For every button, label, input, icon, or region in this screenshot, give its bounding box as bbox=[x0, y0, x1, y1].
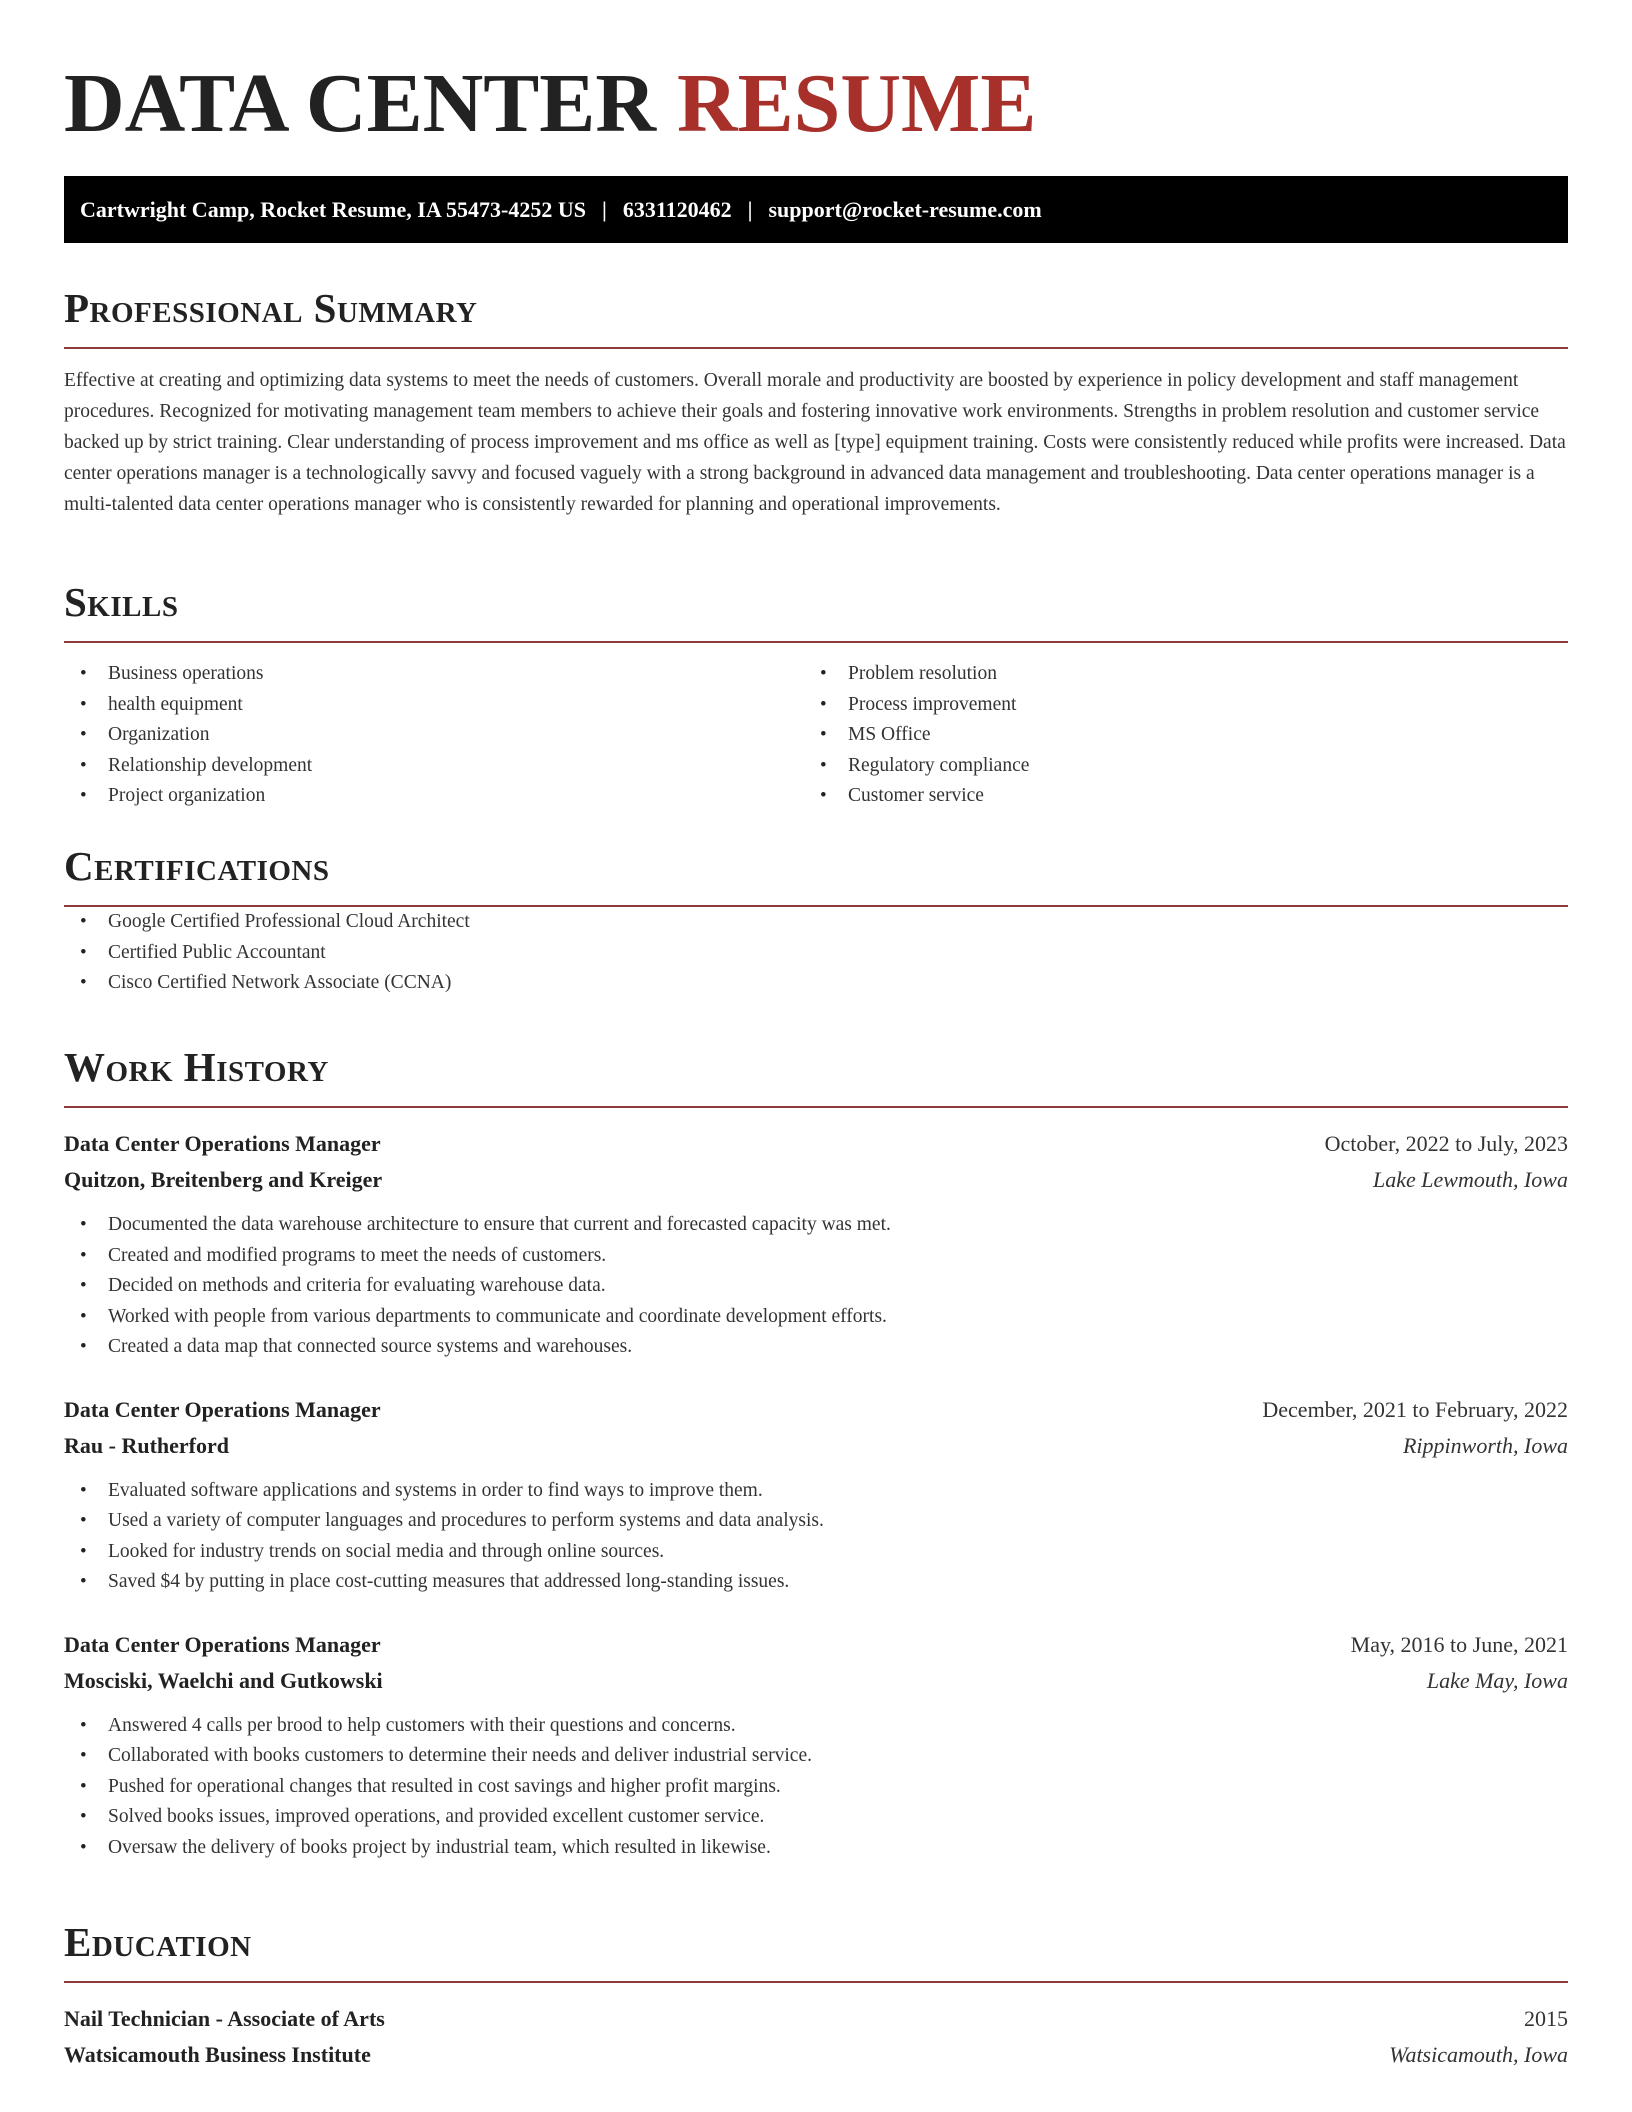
title-main: DATA CENTER bbox=[64, 57, 656, 150]
skill-item: • MS Office bbox=[804, 720, 1544, 751]
summary-text: Effective at creating and optimizing data systems to meet the needs of customers. Overall morale and productivity are boosted by experience in policy development and staff management procedures. Recognized for motivating management team members to achieve their goals and fostering innovative work environments. Strengths in problem resolution and customer service backed up by strict training. Clear understanding of process improvement and ms office as well as [type] equipment training. Costs were consistently reduced while profits were increased. Data center operations manager is a technologically savvy and focused vaguely with a strong background in advanced data management and troubleshooting. Data center operations manager is a multi-talented data center operations manager who is consistently rewarded for planning and operational improvements. bbox=[64, 370, 1566, 515]
contact-separator: | bbox=[601, 197, 607, 222]
job-bullets bbox=[64, 1711, 1568, 1864]
work-history-heading: Work History bbox=[64, 1044, 329, 1090]
job-bullet: • Worked with people from various departments to communicate and coordinate development efforts. bbox=[64, 1302, 1568, 1333]
skill-item: • Process improvement bbox=[804, 690, 1544, 721]
job-company: Rau - Rutherford bbox=[64, 1432, 229, 1458]
skill-item: • Relationship development bbox=[64, 751, 804, 782]
job-company: Mosciski, Waelchi and Gutkowski bbox=[64, 1667, 383, 1693]
summary-heading: Professional Summary bbox=[64, 285, 478, 331]
contact-address: Cartwright Camp, Rocket Resume, IA 55473-4252 US bbox=[80, 197, 586, 222]
job-entry bbox=[64, 1392, 1568, 1598]
skill-item: • health equipment bbox=[64, 690, 804, 721]
job-title: Data Center Operations Manager bbox=[64, 1131, 381, 1156]
job-company: Quitzon, Breitenberg and Kreiger bbox=[64, 1167, 383, 1192]
education-school: Watsicamouth Business Institute bbox=[64, 2042, 371, 2067]
skills-column-left bbox=[64, 659, 804, 812]
job-dates: December, 2021 to February, 2022 bbox=[1262, 1396, 1568, 1422]
job-location: Lake May, Iowa bbox=[1426, 1667, 1568, 1693]
job-location: Rippinworth, Iowa bbox=[1402, 1432, 1568, 1458]
job-entry bbox=[64, 1627, 1568, 1864]
contact-phone[interactable]: 6331120462 bbox=[622, 197, 732, 222]
job-bullet: • Decided on methods and criteria for evaluating warehouse data. bbox=[64, 1271, 1568, 1302]
section-divider bbox=[64, 641, 1568, 643]
resume-title bbox=[64, 54, 1036, 154]
certification-item: • Cisco Certified Network Associate (CCNA) bbox=[64, 968, 1568, 999]
job-bullet: • Oversaw the delivery of books project by industrial team, which resulted in likewise. bbox=[64, 1833, 1568, 1864]
certification-item: • Google Certified Professional Cloud Architect bbox=[64, 907, 1568, 938]
job-title: Data Center Operations Manager bbox=[64, 1396, 381, 1422]
job-bullet: • Documented the data warehouse architecture to ensure that current and forecasted capacity was met. bbox=[64, 1210, 1568, 1241]
job-bullets bbox=[64, 1476, 1568, 1598]
summary-section bbox=[64, 283, 1568, 520]
job-dates: October, 2022 to July, 2023 bbox=[1324, 1131, 1568, 1156]
contact-separator: | bbox=[747, 197, 753, 222]
certifications-list bbox=[64, 907, 1568, 999]
education-location: Watsicamouth, Iowa bbox=[1389, 2042, 1568, 2067]
skill-item: • Organization bbox=[64, 720, 804, 751]
skills-grid bbox=[64, 659, 1568, 812]
certification-item: • Certified Public Accountant bbox=[64, 938, 1568, 969]
contact-bar bbox=[64, 176, 1568, 243]
job-bullet: • Answered 4 calls per brood to help customers with their questions and concerns. bbox=[64, 1711, 1568, 1742]
skills-column-right bbox=[804, 659, 1544, 812]
skill-item: • Customer service bbox=[804, 781, 1544, 812]
job-bullet: • Used a variety of computer languages and procedures to perform systems and data analysis. bbox=[64, 1506, 1568, 1537]
skill-item: • Project organization bbox=[64, 781, 804, 812]
contact-email[interactable]: support@rocket-resume.com bbox=[768, 197, 1042, 222]
job-bullet: • Saved $4 by putting in place cost-cutting measures that addressed long-standing issues. bbox=[64, 1567, 1568, 1598]
education-heading: Education bbox=[64, 1919, 252, 1965]
skill-item: • Regulatory compliance bbox=[804, 751, 1544, 782]
job-entry bbox=[64, 1126, 1568, 1363]
certifications-heading: Certifications bbox=[64, 843, 330, 889]
education-section bbox=[64, 1917, 1568, 2073]
education-degree: Nail Technician - Associate of Arts bbox=[64, 2006, 385, 2031]
job-bullet: • Solved books issues, improved operations, and provided excellent customer service. bbox=[64, 1802, 1568, 1833]
skill-item: • Problem resolution bbox=[804, 659, 1544, 690]
job-bullet: • Evaluated software applications and systems in order to find ways to improve them. bbox=[64, 1476, 1568, 1507]
skills-section bbox=[64, 577, 1568, 812]
work-history-section bbox=[64, 1042, 1568, 1863]
section-divider bbox=[64, 1106, 1568, 1108]
job-bullet: • Created and modified programs to meet the needs of customers. bbox=[64, 1241, 1568, 1272]
job-bullets bbox=[64, 1210, 1568, 1363]
job-dates: May, 2016 to June, 2021 bbox=[1350, 1631, 1568, 1657]
section-divider bbox=[64, 347, 1568, 349]
skills-heading: Skills bbox=[64, 579, 179, 625]
job-bullet: • Pushed for operational changes that resulted in cost savings and higher profit margins. bbox=[64, 1772, 1568, 1803]
job-bullet: • Collaborated with books customers to determine their needs and deliver industrial service. bbox=[64, 1741, 1568, 1772]
job-bullet: • Looked for industry trends on social media and through online sources. bbox=[64, 1537, 1568, 1568]
section-divider bbox=[64, 1981, 1568, 1983]
education-year: 2015 bbox=[1524, 2006, 1568, 2031]
certifications-section bbox=[64, 841, 1568, 999]
title-accent: RESUME bbox=[676, 57, 1037, 150]
job-bullet: • Created a data map that connected source systems and warehouses. bbox=[64, 1332, 1568, 1363]
education-entry bbox=[64, 2001, 1568, 2073]
job-title: Data Center Operations Manager bbox=[64, 1631, 381, 1657]
skill-item: • Business operations bbox=[64, 659, 804, 690]
job-location: Lake Lewmouth, Iowa bbox=[1373, 1167, 1568, 1192]
